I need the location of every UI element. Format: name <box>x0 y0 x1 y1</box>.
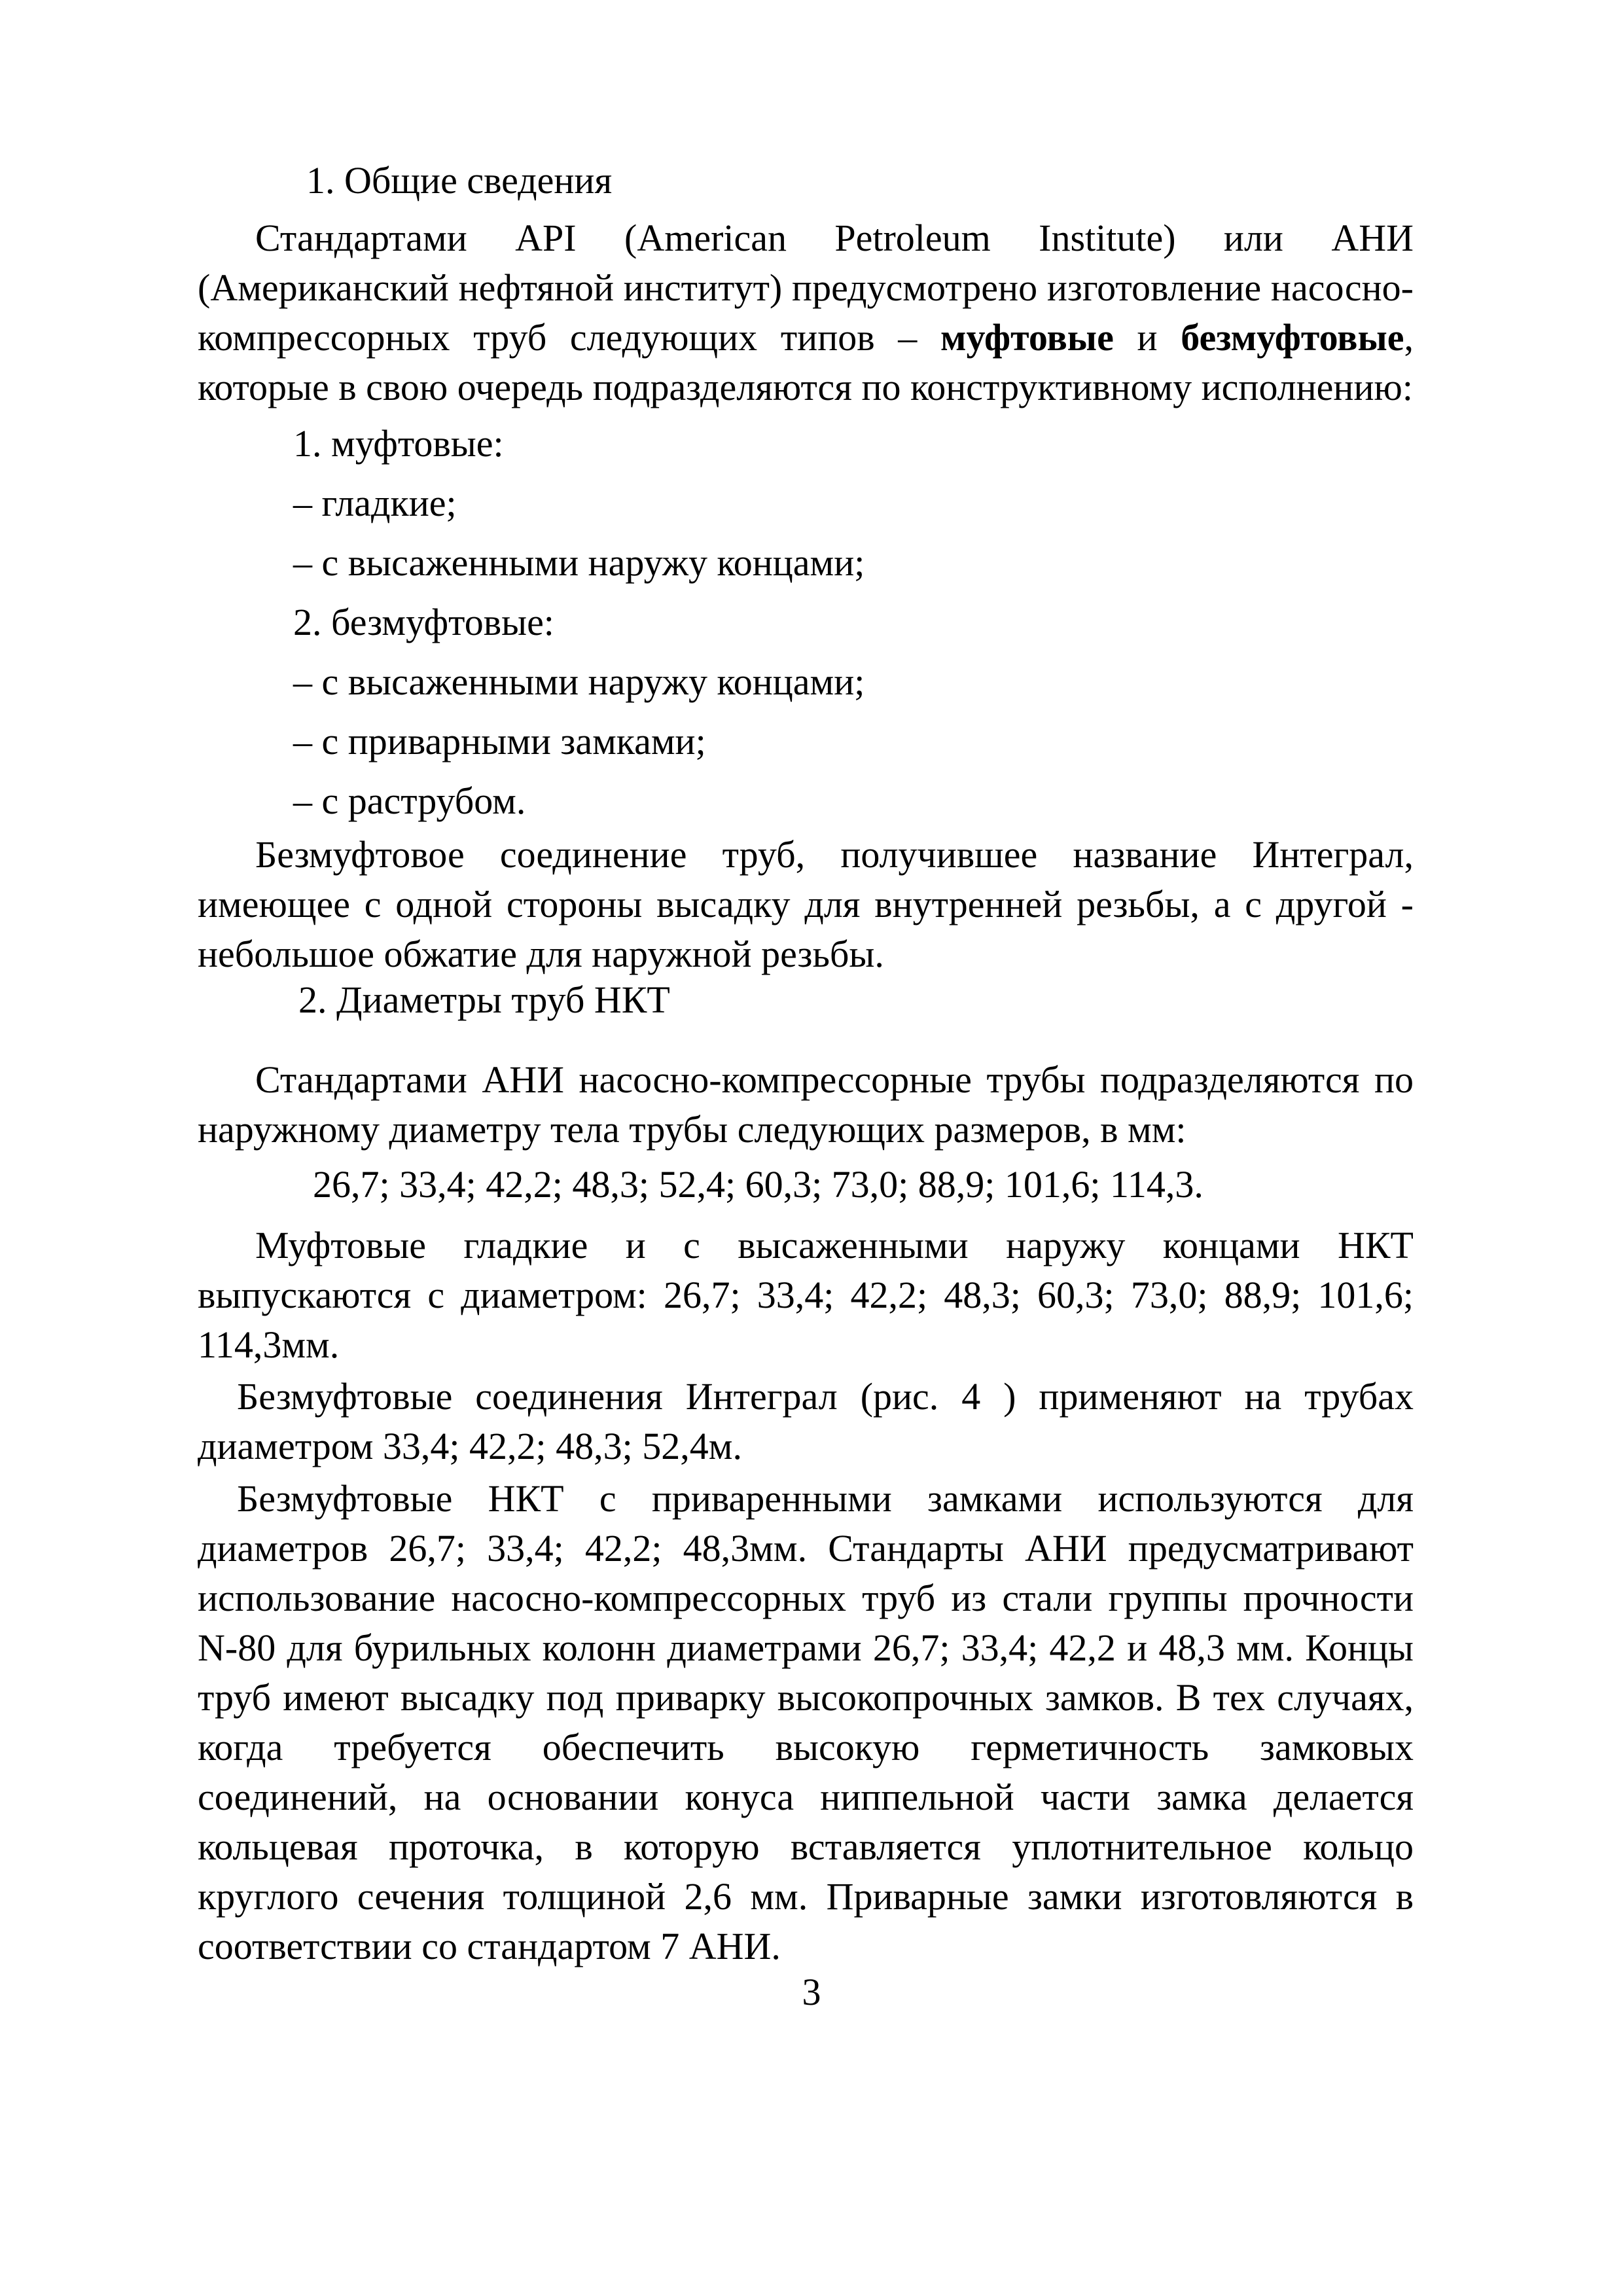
bold-term-couplingless: безмуфтовые <box>1181 316 1404 359</box>
bold-term-coupled: муфтовые <box>940 316 1114 359</box>
intro-text-conj: и <box>1113 316 1181 359</box>
list-item: – с приварными замками; <box>293 720 706 762</box>
intro-text: Стандартами API (American Petroleum Institute) или АНИ (Американский нефтяной институт) предусмотрено изготовление насосно-компрессорных труб следующих типов – <box>198 217 1414 359</box>
coupled-diameters-paragraph: Муфтовые гладкие и с высаженными наружу концами НКТ выпускаются с диаметром: 26,7; 33,4; 42,2; 48,3; 60,3; 73,0; 88,9; 101,6; 114,3мм. <box>198 1224 1414 1366</box>
section1-heading: 1. Общие сведения <box>306 159 613 202</box>
intro-text-end: , которые в свою очередь подразделяются по конструктивному исполнению: <box>198 316 1414 408</box>
page-number: 3 <box>802 1971 821 2013</box>
list-item: – с высаженными наружу концами; <box>293 660 865 703</box>
list-item: – гладкие; <box>293 482 457 524</box>
section1-intro <box>198 213 1414 412</box>
list-item: 2. безмуфтовые: <box>293 601 554 643</box>
diameter-sizes-list: 26,7; 33,4; 42,2; 48,3; 52,4; 60,3; 73,0; 88,9; 101,6; 114,3. <box>313 1163 1204 1206</box>
list-item: – с высаженными наружу концами; <box>293 541 865 584</box>
integral-diameters-paragraph: Безмуфтовые соединения Интеграл (рис. 4 ) применяют на трубах диаметром 33,4; 42,2; 48,3; 52,4м. <box>198 1375 1414 1467</box>
list-item: 1. муфтовые: <box>293 422 504 465</box>
diameters-paragraph: Стандартами АНИ насосно-компрессорные трубы подразделяются по наружному диаметру тела трубы следующих размеров, в мм: <box>198 1058 1414 1151</box>
welded-joints-paragraph: Безмуфтовые НКТ с приваренными замками используются для диаметров 26,7; 33,4; 42,2; 48,3мм. Стандарты АНИ предусматривают использование насосно-компрессорных труб из стали группы прочности N-80 для бурильных колонн диаметрами 26,7; 33,4; 42,2 и 48,3 мм. Концы труб имеют высадку под приварку высокопрочных замков. В тех случаях, когда требуется обеспечить высокую герметичность замковых соединений, на основании конуса ниппельной части замка делается кольцевая проточка, в которую вставляется уплотнительное кольцо круглого сечения толщиной 2,6 мм. Приварные замки изготовляются в соответствии со стандартом 7 АНИ. <box>198 1477 1414 1967</box>
section2-heading: 2. Диаметры труб НКТ <box>298 978 670 1021</box>
integral-paragraph: Безмуфтовое соединение труб, получившее название Интеграл, имеющее с одной стороны высадку для внутренней резьбы, а с другой - небольшое обжатие для наружной резьбы. <box>198 833 1414 975</box>
list-item: – с раструбом. <box>293 780 526 822</box>
